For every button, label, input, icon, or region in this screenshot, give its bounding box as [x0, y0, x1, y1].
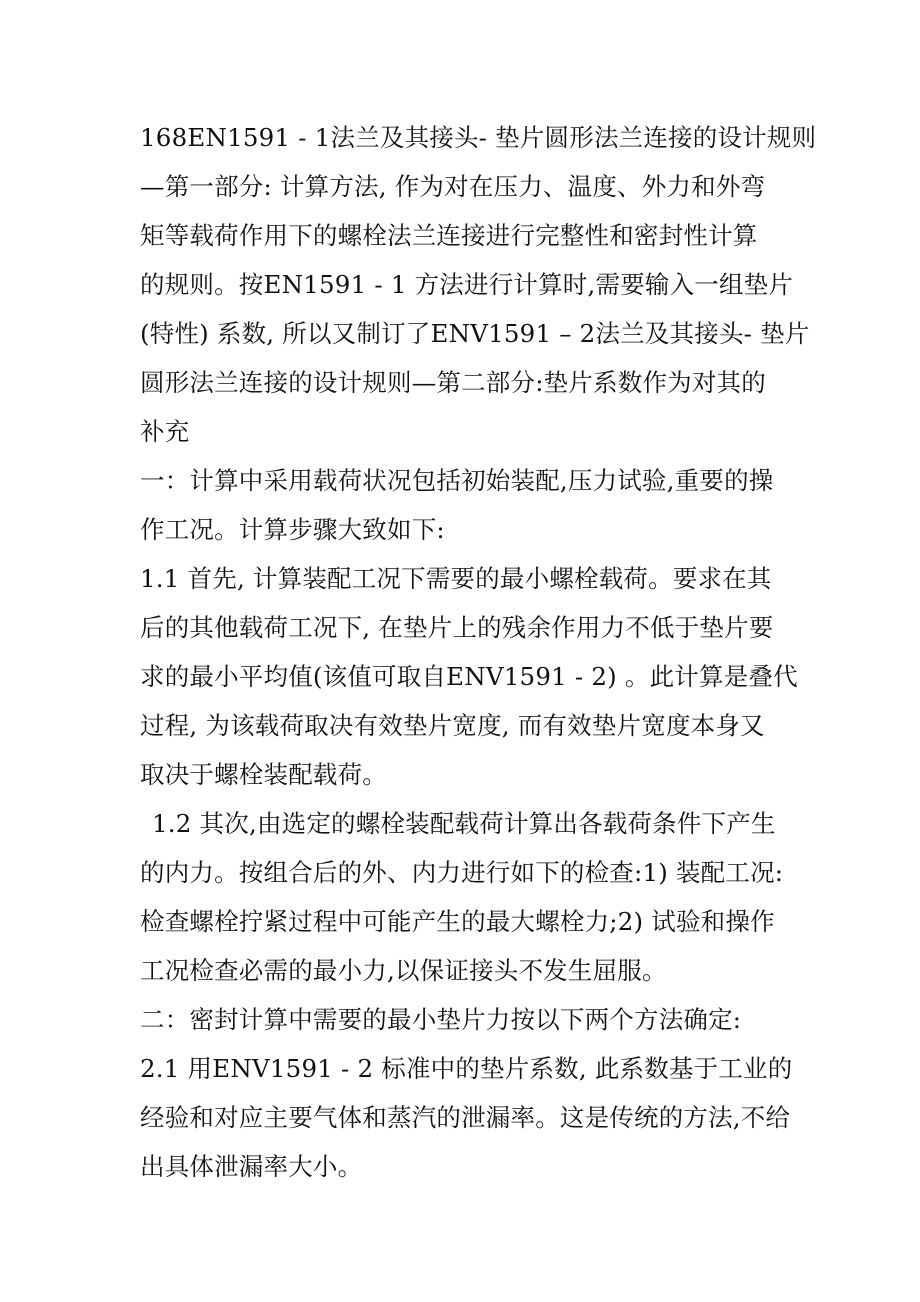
- paragraph-line: 的规则。按EN1591 - 1 方法进行计算时,需要输入一组垫片: [140, 270, 794, 299]
- document-body: [140, 113, 817, 1191]
- paragraph-line: 后的其他载荷工况下, 在垫片上的残余作用力不低于垫片要: [140, 613, 774, 642]
- paragraph-line: 工况检查必需的最小力,以保证接头不发生屈服。: [140, 956, 667, 985]
- paragraph-line: 作工况。计算步骤大致如下:: [140, 515, 445, 544]
- step-2-1-line: 2.1 用ENV1591 - 2 标准中的垫片系数, 此系数基于工业的: [140, 1054, 793, 1083]
- section-heading-line: 一：计算中采用载荷状况包括初始装配,压力试验,重要的操: [140, 466, 774, 495]
- paragraph-line: 圆形法兰连接的设计规则—第二部分:垫片系数作为对其的: [140, 368, 766, 397]
- paragraph-line: 矩等载荷作用下的螺栓法兰连接进行完整性和密封性计算: [140, 221, 758, 250]
- paragraph-line: 的内力。按组合后的外、内力进行如下的检查:1) 装配工况:: [140, 858, 784, 887]
- paragraph-line: 求的最小平均值(该值可取自ENV1591 - 2) 。此计算是叠代: [140, 662, 798, 691]
- section-heading-line: 二：密封计算中需要的最小垫片力按以下两个方法确定:: [140, 1005, 742, 1034]
- paragraph-line: 经验和对应主要气体和蒸汽的泄漏率。这是传统的方法,不给: [140, 1103, 791, 1132]
- paragraph-line: 取决于螺栓装配载荷。: [140, 760, 387, 789]
- paragraph-line: 过程, 为该载荷取决有效垫片宽度, 而有效垫片宽度本身又: [140, 711, 765, 740]
- step-1-1-line: 1.1 首先, 计算装配工况下需要的最小螺栓载荷。要求在其: [140, 564, 772, 593]
- paragraph-line: 检查螺栓拧紧过程中可能产生的最大螺栓力;2) 试验和操作: [140, 907, 775, 936]
- paragraph-line: —第一部分: 计算方法, 作为对在压力、温度、外力和外弯: [140, 172, 766, 201]
- paragraph-line: 168EN1591 - 1法兰及其接头- 垫片圆形法兰连接的设计规则: [140, 123, 817, 152]
- paragraph-line: 出具体泄漏率大小。: [140, 1152, 363, 1181]
- paragraph-line: (特性) 系数, 所以又制订了ENV1591 – 2法兰及其接头- 垫片: [140, 319, 810, 348]
- paragraph-line: 补充: [140, 417, 190, 446]
- step-1-2-line: 1.2 其次,由选定的螺栓装配载荷计算出各载荷条件下产生: [152, 809, 776, 838]
